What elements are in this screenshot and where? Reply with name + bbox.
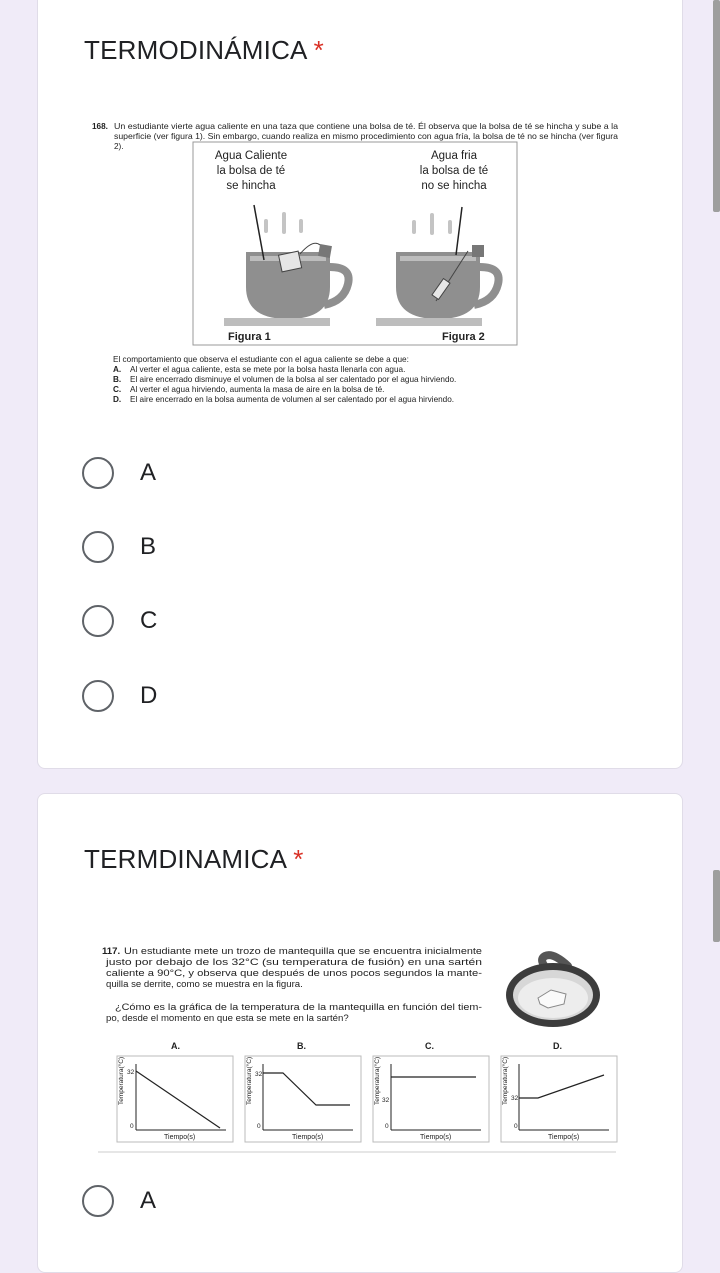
choice-a-letter: A.: [113, 365, 122, 374]
graph-b: [245, 1041, 361, 1142]
question-image-butter-pan: [38, 940, 684, 1160]
radio-button[interactable]: [82, 680, 114, 712]
graph-letter: B.: [297, 1041, 306, 1051]
choice-b-text: El aire encerrado disminuye el volumen de la bolsa al ser calentado por el agua hirviendo.: [130, 375, 457, 384]
scrollbar-thumb-lower[interactable]: [713, 870, 720, 942]
figure-stem: El comportamiento que observa el estudiante con el agua caliente se debe a que:: [113, 355, 409, 364]
graph-ylabel: Temperatura(°C): [246, 1056, 253, 1105]
graph-origin: 0: [385, 1123, 389, 1130]
right-caption-line-3: no se hincha: [421, 180, 487, 192]
choice-a-text: Al verter el agua caliente, esta se mete por la bolsa hasta llenarla con agua.: [130, 365, 406, 374]
graph-xlabel: Tiempo(s): [420, 1134, 452, 1141]
figure-question-number: 168.: [92, 122, 108, 131]
question-title-text: TERMDINAMICA: [84, 844, 288, 874]
graph-a: [117, 1041, 233, 1142]
scrollbar-thumb-top[interactable]: [713, 0, 720, 212]
graph-tick: 32: [382, 1097, 390, 1104]
radio-button[interactable]: [82, 531, 114, 563]
graph-xlabel: Tiempo(s): [548, 1134, 580, 1141]
radio-button[interactable]: [82, 1185, 114, 1217]
left-caption-line-2: la bolsa de té: [216, 165, 286, 177]
figure-intro-line-2: superficie (ver figura 1). Sin embargo, cuando realiza en mismo procedimiento con agua fría, la bolsa de té no se hincha (ver figura: [114, 132, 619, 141]
graph-origin: 0: [257, 1123, 261, 1130]
option-a[interactable]: [82, 1181, 156, 1221]
graph-letter: D.: [553, 1041, 562, 1051]
figure-question-line-1: ¿Cómo es la gráfica de la temperatura de la mantequilla en función del tiem-: [115, 1002, 482, 1013]
figure-intro-line-1: Un estudiante vierte agua caliente en una taza que contiene una bolsa de té. Él observa que la bolsa de té se hincha y sube a la: [114, 122, 580, 131]
figure-text-line-1: Un estudiante mete un trozo de mantequilla que se encuentra inicialmente: [124, 946, 482, 957]
figure-1-label: Figura 1: [228, 331, 271, 343]
graph-tick: 32: [511, 1095, 519, 1102]
question-title-text: TERMODINÁMICA: [84, 35, 308, 65]
radio-button[interactable]: [82, 457, 114, 489]
question-image-tea-bag: [38, 119, 684, 449]
right-caption-line-1: Agua fria: [430, 150, 478, 162]
graph-ylabel: Temperatura(°C): [118, 1056, 125, 1105]
graph-origin: 0: [130, 1123, 134, 1130]
required-asterisk: *: [293, 844, 304, 874]
option-d[interactable]: [82, 676, 157, 716]
right-caption-line-2: la bolsa de té: [419, 165, 489, 177]
radio-button[interactable]: [82, 605, 114, 637]
option-label: A: [140, 459, 157, 486]
graph-tick: 32: [255, 1071, 263, 1078]
figure-text-line-2: justo por debajo de los 32°C (su temperatura de fusión) en una sartén: [104, 957, 482, 968]
option-label: C: [140, 607, 158, 634]
choice-c-letter: C.: [113, 385, 122, 394]
figure-text-line-4: quilla se derrite, como se muestra en la figura.: [106, 979, 303, 990]
figure-2-label: Figura 2: [442, 331, 485, 343]
figure-question-line-2: po, desde el momento en que esta se mete en la sartén?: [106, 1013, 349, 1024]
graph-xlabel: Tiempo(s): [164, 1134, 196, 1141]
figure-text-line-3: caliente a 90°C, y observa que después de unos pocos segundos la mante-: [106, 968, 482, 979]
graph-letter: C.: [425, 1041, 434, 1051]
graph-letter: A.: [171, 1041, 180, 1051]
option-label: B: [140, 533, 157, 560]
choice-b-letter: B.: [113, 375, 122, 384]
question-title-2: [84, 844, 304, 875]
option-label: A: [140, 1187, 157, 1214]
graph-d: [501, 1041, 617, 1142]
choice-c-text: Al verter el agua hirviendo, aumenta la masa de aire en la bolsa de té.: [130, 385, 385, 394]
option-label: D: [140, 682, 158, 709]
option-b[interactable]: [82, 527, 156, 567]
graph-xlabel: Tiempo(s): [292, 1134, 324, 1141]
left-caption-line-3: se hincha: [226, 180, 276, 192]
figure-intro-line-3: 2).: [114, 142, 124, 151]
choice-d-letter: D.: [113, 395, 122, 404]
question-title-1: [84, 35, 324, 66]
choice-d-text: El aire encerrado en la bolsa aumenta de volumen al ser calentado por el agua hirviendo.: [130, 395, 455, 404]
required-asterisk: *: [313, 35, 324, 65]
left-caption-line-1: Agua Caliente: [214, 150, 288, 162]
graph-origin: 0: [514, 1123, 518, 1130]
question-card-2: [37, 793, 683, 1273]
question-card-1: [37, 0, 683, 769]
graph-ylabel: Temperatura(°C): [502, 1056, 509, 1105]
graph-tick: 32: [127, 1069, 135, 1076]
figure-question-number: 117.: [102, 946, 121, 957]
frying-pan-icon: [506, 955, 600, 1027]
graph-ylabel: Temperatura(°C): [374, 1056, 381, 1105]
graph-c: [373, 1041, 489, 1142]
option-c[interactable]: [82, 601, 157, 641]
option-a[interactable]: [82, 453, 156, 493]
